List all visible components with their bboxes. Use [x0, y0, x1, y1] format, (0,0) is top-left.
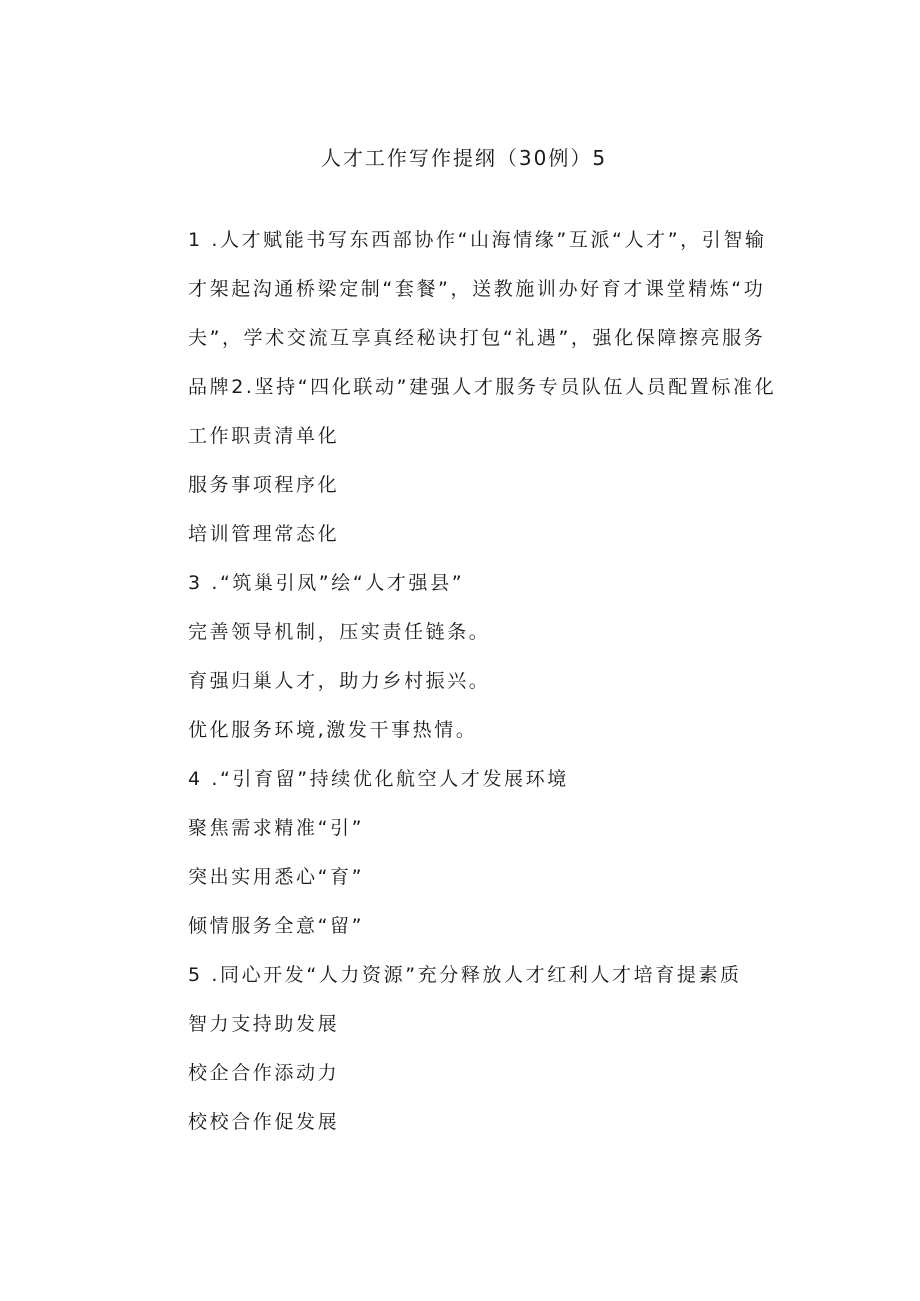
outline-line: 倾情服务全意“留”: [188, 915, 365, 937]
outline-line: 优化服务环境,激发干事热情。: [188, 719, 478, 741]
section-heading-3: 3 .“筑巢引凤”绘“人才强县”: [188, 572, 465, 594]
section-heading-5: 5 .同心开发“人力资源”充分释放人才红利人才培育提素质: [188, 964, 742, 986]
outline-line: 服务事项程序化: [188, 474, 340, 496]
outline-line: 聚焦需求精准“引”: [188, 817, 365, 839]
paragraph-item-1: 1 .人才赋能书写东西部协作“山海情缘”互派“人才”，引智输才架起沟通桥梁定制“套餐”，送教施训办好育才课堂精炼“功夫”，学术交流互享真经秘诀打包“礼遇”，强化保障擦亮服务品牌2.坚持“四化联动”建强人才服务专员队伍人员配置标准化: [188, 229, 777, 398]
document-title: 人才工作写作提纲（30例）5: [320, 146, 608, 170]
outline-line: 校企合作添动力: [188, 1062, 340, 1084]
document-body: [188, 216, 778, 1147]
outline-line: 完善领导机制，压实责任链条。: [188, 621, 491, 643]
outline-line: 校校合作促发展: [188, 1111, 340, 1133]
outline-line: 突出实用悉心“育”: [188, 866, 365, 888]
outline-line: 智力支持助发展: [188, 1013, 340, 1035]
outline-line: 培训管理常态化: [188, 523, 340, 545]
outline-line: 工作职责清单化: [188, 425, 340, 447]
section-heading-4: 4 .“引育留”持续优化航空人才发展环境: [188, 768, 569, 790]
outline-line: 育强归巢人才，助力乡村振兴。: [188, 670, 491, 692]
